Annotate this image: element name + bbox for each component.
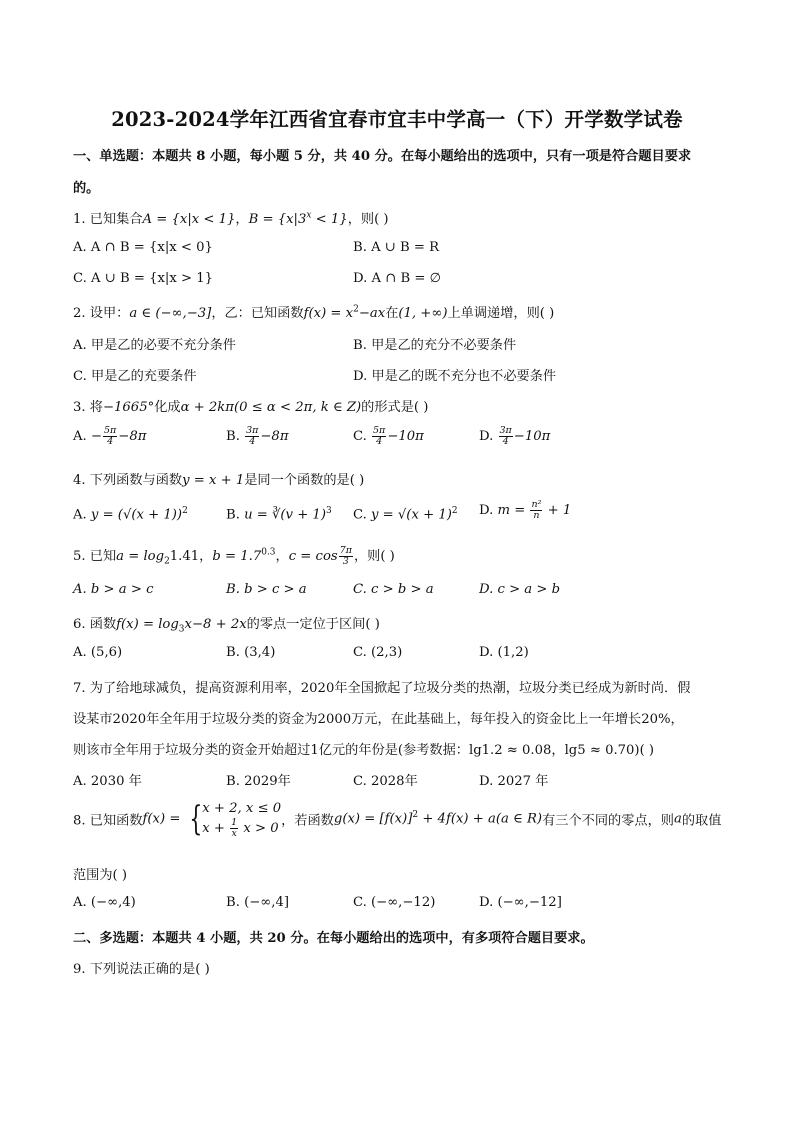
q7-option-b: B. 2029年 bbox=[226, 774, 291, 789]
q1-sep: ， bbox=[235, 212, 249, 227]
q3-a-den: 4 bbox=[107, 436, 114, 447]
q8-cases bbox=[202, 799, 281, 839]
q3-c-frac bbox=[372, 426, 386, 447]
q3-option-a bbox=[73, 426, 146, 447]
q2-cond-a: a ∈ (−∞,−3] bbox=[129, 306, 212, 321]
q2-stem-text: 2. 设甲： bbox=[73, 306, 130, 321]
q8-case1: x + 2, x ≤ 0 bbox=[202, 801, 282, 816]
q4-b-label: B. bbox=[226, 507, 245, 523]
q8-option-a: A. (−∞,4) bbox=[73, 895, 136, 910]
q8-case2 bbox=[202, 818, 281, 839]
q4-d-post: + 1 bbox=[543, 503, 572, 518]
q7-stem-line3: 则该市全年用于垃圾分类的资金开始超过1亿元的年份是(参考数据：lg1.2 ≈ 0.08，lg5 ≈ 0.70)( ) bbox=[73, 743, 655, 758]
exam-title: 2023-2024学年江西省宜春市宜丰中学高一（下）开学数学试卷 bbox=[111, 108, 683, 131]
q6-stem bbox=[73, 613, 380, 635]
q8-stem-line2: 范围为( ) bbox=[73, 868, 128, 883]
section2-heading: 二、多选题：本题共 4 小题，共 20 分。在每小题给出的选项中，有多项符合题目要求。 bbox=[73, 931, 594, 946]
q5-c-den: 3 bbox=[342, 556, 349, 567]
q3-c-den: 4 bbox=[376, 436, 383, 447]
q4-stem-text: 4. 下列函数与函数 bbox=[73, 473, 183, 488]
q5-a-sub: 2 bbox=[164, 556, 170, 567]
q3-a-post: −8π bbox=[118, 429, 147, 444]
q5-stem-b: ，则( ) bbox=[353, 549, 395, 564]
q5-a-val: 1.41 bbox=[169, 549, 200, 564]
q8-case2-pre: x + bbox=[202, 821, 230, 836]
q3-stem-text: 3. 将 bbox=[73, 400, 103, 415]
q2-stem bbox=[73, 302, 554, 321]
q8-case2-num: 1 bbox=[231, 817, 238, 828]
q6-func-b: x−8 + 2x bbox=[184, 617, 247, 632]
q4-d-den: n bbox=[533, 510, 540, 521]
q3-d-num: 3π bbox=[499, 425, 512, 436]
q8-stem-b: ，若函数 bbox=[281, 813, 334, 829]
q1-set-b-exp: x bbox=[306, 210, 312, 221]
q8-g-end: + 4f(x) + a(a ∈ R) bbox=[418, 811, 543, 827]
q1-option-b: B. A ∪ B = R bbox=[353, 240, 440, 255]
q9-stem: 9. 下列说法正确的是( ) bbox=[73, 962, 210, 977]
q2-stem-c: 在 bbox=[385, 306, 399, 321]
q6-stem-b: 的零点一定位于区间( ) bbox=[246, 617, 380, 632]
q4-a-expr: y = (√(x + 1)) bbox=[90, 507, 183, 523]
q4-b-expr: u = ∛(v + 1) bbox=[244, 507, 326, 523]
q5-sep2: ， bbox=[275, 549, 289, 564]
q8-stem-text: 8. 已知函数 bbox=[73, 813, 143, 829]
q6-option-b: B. (3,4) bbox=[226, 645, 276, 660]
q3-stem-b: 化成 bbox=[154, 400, 181, 415]
q3-stem-c: 的形式是( ) bbox=[361, 400, 429, 415]
q4-c-expr: y = √(x + 1) bbox=[371, 507, 452, 523]
q3-expr: α + 2kπ(0 ≤ α < 2π, k ∈ Z) bbox=[180, 400, 362, 415]
q3-stem bbox=[73, 396, 428, 415]
q5-option-c: C. c > b > a bbox=[353, 582, 434, 597]
q8-func: f(x) = bbox=[142, 811, 185, 827]
q8-stem-d: 的取值 bbox=[681, 813, 722, 829]
q8-stem-c: 有三个不同的零点，则 bbox=[542, 813, 674, 829]
q8-var: a bbox=[673, 811, 682, 827]
q6-stem-text: 6. 函数 bbox=[73, 617, 117, 632]
q5-b-exp: 0.3 bbox=[261, 547, 276, 558]
q5-option-d: D. c > a > b bbox=[479, 582, 561, 597]
q1-set-b-end: < 1} bbox=[311, 212, 348, 227]
q3-c-label: C. bbox=[353, 429, 372, 444]
q5-stem-text: 5. 已知 bbox=[73, 549, 117, 564]
q4-d-num: n² bbox=[531, 499, 542, 510]
q3-c-num: 5π bbox=[373, 425, 386, 436]
q7-option-a: A. 2030 年 bbox=[73, 774, 142, 789]
q3-b-den: 4 bbox=[249, 436, 256, 447]
q3-option-c bbox=[353, 426, 424, 447]
q5-c-num: 7π bbox=[339, 545, 352, 556]
q8-case2-den: x bbox=[231, 828, 237, 839]
q3-d-post: −10π bbox=[513, 429, 551, 444]
q8-brace: { bbox=[188, 799, 202, 839]
q4-func: y = x + 1 bbox=[182, 473, 245, 488]
q2-func-exp: 2 bbox=[353, 304, 359, 315]
q5-option-a: A. b > a > c bbox=[73, 582, 154, 597]
q4-b-exp: 3 bbox=[325, 506, 332, 516]
q5-a-def: a = log bbox=[116, 549, 165, 564]
q8-option-c: C. (−∞,−12) bbox=[353, 895, 436, 910]
q1-stem-text: 1. 已知集合 bbox=[73, 212, 143, 227]
q3-a-frac bbox=[103, 426, 117, 447]
q7-option-d: D. 2027 年 bbox=[479, 774, 549, 789]
q3-b-frac bbox=[245, 426, 259, 447]
q8-case2-frac bbox=[230, 818, 238, 839]
q4-d-pre: m = bbox=[497, 503, 530, 518]
q4-stem bbox=[73, 469, 364, 488]
q2-option-c: C. 甲是乙的充要条件 bbox=[73, 369, 197, 384]
q5-stem bbox=[73, 545, 395, 567]
q3-d-label: D. bbox=[479, 429, 498, 444]
q3-angle: −1665° bbox=[102, 400, 155, 415]
q7-option-c: C. 2028年 bbox=[353, 774, 418, 789]
q6-func-sub: 3 bbox=[178, 624, 185, 635]
q4-option-c bbox=[353, 506, 458, 522]
q2-func: f(x) = x bbox=[303, 306, 354, 321]
q4-a-exp: 2 bbox=[182, 506, 188, 516]
q8-stem bbox=[73, 799, 721, 839]
q4-option-b bbox=[226, 506, 332, 522]
section1-heading-line1: 一、单选题：本题共 8 小题，每小题 5 分，共 40 分。在每小题给出的选项中，只有一项是符合题目要求 bbox=[73, 149, 692, 164]
q2-stem-b: ，乙：已知函数 bbox=[211, 306, 304, 321]
q5-option-b: B. b > c > a bbox=[226, 582, 307, 597]
q8-g-exp: 2 bbox=[412, 810, 419, 821]
q2-stem-d: 上单调递增，则( ) bbox=[447, 306, 555, 321]
q4-c-label: C. bbox=[353, 507, 372, 523]
q6-func-a: f(x) = log bbox=[116, 617, 179, 632]
q5-c-frac bbox=[339, 546, 353, 567]
q1-set-a: A = {x|x < 1} bbox=[142, 212, 236, 227]
q7-stem-line1: 7. 为了给地球减负，提高资源利用率，2020年全国掀起了垃圾分类的热潮，垃圾分类已经成为新时尚．假 bbox=[73, 681, 691, 696]
q8-case2-post: x > 0 bbox=[239, 821, 279, 836]
q5-b-def: b = 1.7 bbox=[212, 549, 262, 564]
q6-option-a: A. (5,6) bbox=[73, 645, 123, 660]
q8-option-b: B. (−∞,4] bbox=[226, 895, 289, 910]
q7-stem-line2: 设某市2020年全年用于垃圾分类的资金为2000万元，在此基础上，每年投入的资金比上一年增长20%， bbox=[73, 712, 684, 727]
q3-a-pre: − bbox=[90, 429, 102, 444]
q1-set-b: B = {x|3 bbox=[248, 212, 307, 227]
q5-sep1: ， bbox=[199, 549, 213, 564]
q3-c-post: −10π bbox=[387, 429, 424, 444]
q2-option-a: A. 甲是乙的必要不充分条件 bbox=[73, 338, 236, 353]
q5-c-def: c = cos bbox=[288, 549, 338, 564]
q4-c-exp: 2 bbox=[451, 506, 458, 516]
q3-b-post: −8π bbox=[260, 429, 289, 444]
q3-a-num: 5π bbox=[103, 425, 117, 436]
q4-option-a bbox=[73, 506, 188, 522]
section1-heading-line2: 的。 bbox=[73, 181, 100, 196]
q2-option-d: D. 甲是乙的既不充分也不必要条件 bbox=[353, 369, 557, 384]
q1-option-c: C. A ∪ B = {x|x > 1} bbox=[73, 271, 214, 286]
q4-stem-b: 是同一个函数的是( ) bbox=[244, 473, 365, 488]
q3-d-frac bbox=[499, 426, 513, 447]
q4-option-d bbox=[479, 500, 571, 521]
q1-stem-end: ，则( ) bbox=[347, 212, 389, 227]
q3-option-b bbox=[226, 426, 288, 447]
q8-gfunc: g(x) = [f(x)] bbox=[333, 811, 413, 827]
q4-d-label: D. bbox=[479, 503, 498, 518]
q3-d-den: 4 bbox=[502, 436, 509, 447]
q1-stem bbox=[73, 208, 389, 227]
q1-option-d: D. A ∩ B = ∅ bbox=[353, 271, 442, 286]
q6-option-c: C. (2,3) bbox=[353, 645, 403, 660]
q4-a-label: A. bbox=[73, 507, 91, 523]
q2-func-end: −ax bbox=[358, 306, 386, 321]
q3-a-label: A. bbox=[73, 429, 91, 444]
q6-option-d: D. (1,2) bbox=[479, 645, 529, 660]
q2-option-b: B. 甲是乙的充分不必要条件 bbox=[353, 338, 517, 353]
q4-d-frac bbox=[530, 500, 542, 521]
q3-option-d bbox=[479, 426, 550, 447]
q3-b-label: B. bbox=[226, 429, 245, 444]
q8-option-d: D. (−∞,−12] bbox=[479, 895, 562, 910]
q2-interval: (1, +∞) bbox=[398, 306, 448, 321]
q1-option-a: A. A ∩ B = {x|x < 0} bbox=[73, 240, 213, 255]
q3-b-num: 3π bbox=[246, 425, 259, 436]
